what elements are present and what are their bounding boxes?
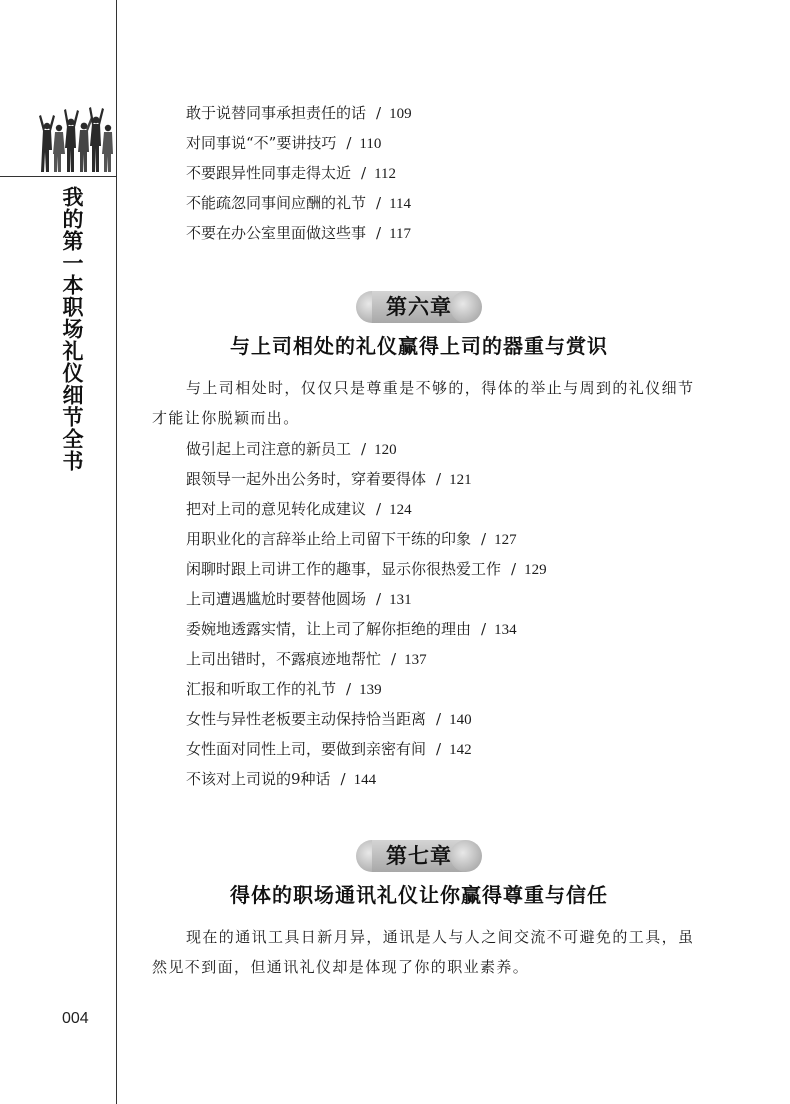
- toc-separator: /: [376, 590, 382, 608]
- toc-item[interactable]: [186, 674, 382, 704]
- toc-item[interactable]: [186, 764, 376, 794]
- toc-separator: /: [361, 440, 367, 458]
- toc-item[interactable]: [186, 218, 411, 248]
- toc-item-page: 134: [494, 622, 517, 638]
- chapter6-title: 与上司相处的礼仪赢得上司的器重与赏识: [230, 334, 608, 358]
- chapter7-intro: 现在的通讯工具日新月异，通讯是人与人之间交流不可避免的工具，虽然见不到面，但通讯礼仪却是体现了你的职业素养。: [152, 928, 695, 976]
- toc-item-title: 不该对上司说的9种话: [186, 770, 331, 788]
- toc-item[interactable]: [186, 158, 396, 188]
- toc-item-title: 做引起上司注意的新员工: [186, 440, 352, 458]
- chapter6-intro: 与上司相处时，仅仅只是尊重是不够的，得体的举止与周到的礼仪细节才能让你脱颖而出。: [152, 379, 695, 427]
- toc-item-page: 109: [389, 106, 412, 122]
- toc-item-title: 用职业化的言辞举止给上司留下干练的印象: [186, 530, 472, 548]
- toc-item-page: 117: [389, 226, 412, 242]
- toc-separator: /: [340, 770, 346, 788]
- toc-item-page: 137: [404, 652, 427, 668]
- chapter7-label: 第七章: [386, 844, 452, 868]
- sidebar-divider-vertical: [116, 0, 117, 1104]
- toc-item[interactable]: [186, 128, 381, 158]
- toc-separator: /: [436, 740, 442, 758]
- toc-item-title: 不要在办公室里面做这些事: [186, 224, 367, 242]
- toc-item-title: 对同事说“不”要讲技巧: [186, 134, 337, 152]
- chapter6-badge: [356, 291, 482, 323]
- toc-separator: /: [376, 104, 382, 122]
- toc-separator: /: [436, 470, 442, 488]
- toc-item-page: 114: [389, 196, 412, 212]
- toc-item-title: 汇报和听取工作的礼节: [186, 680, 337, 698]
- business-people-silhouette-icon: [38, 102, 114, 174]
- toc-item[interactable]: [186, 734, 472, 764]
- toc-item-title: 不能疏忽同事间应酬的礼节: [186, 194, 367, 212]
- toc-separator: /: [361, 164, 367, 182]
- toc-item-title: 跟领导一起外出公务时，穿着要得体: [186, 470, 427, 488]
- toc-separator: /: [481, 620, 487, 638]
- toc-separator: /: [481, 530, 487, 548]
- chapter7-badge: [356, 840, 482, 872]
- toc-item-title: 女性面对同性上司，要做到亲密有间: [186, 740, 427, 758]
- toc-item-page: 124: [389, 502, 412, 518]
- toc-separator: /: [346, 134, 352, 152]
- toc-item-page: 129: [524, 562, 547, 578]
- toc-item[interactable]: [186, 494, 412, 524]
- toc-item[interactable]: [186, 704, 472, 734]
- toc-separator: /: [346, 680, 352, 698]
- toc-item-page: 127: [494, 532, 517, 548]
- toc-item-page: 140: [449, 712, 472, 728]
- toc-item-page: 142: [449, 742, 472, 758]
- toc-item[interactable]: [186, 524, 517, 554]
- toc-item[interactable]: [186, 98, 412, 128]
- toc-item[interactable]: [186, 188, 411, 218]
- toc-separator: /: [376, 500, 382, 518]
- toc-item-page: 144: [353, 772, 377, 788]
- toc-item[interactable]: [186, 614, 517, 644]
- toc-item-title: 闲聊时跟上司讲工作的趣事，显示你很热爱工作: [186, 560, 502, 578]
- toc-item-page: 131: [389, 592, 412, 608]
- toc-item-title: 不要跟异性同事走得太近: [186, 164, 352, 182]
- toc-item-page: 112: [374, 166, 397, 182]
- chapter7-title: 得体的职场通讯礼仪让你赢得尊重与信任: [230, 883, 608, 907]
- book-title-vertical: 我的第一本职场礼仪细节全书: [60, 186, 84, 472]
- chapter6-label: 第六章: [386, 295, 452, 319]
- toc-separator: /: [511, 560, 517, 578]
- toc-item-page: 110: [359, 136, 382, 152]
- toc-item-title: 委婉地透露实情，让上司了解你拒绝的理由: [186, 620, 472, 638]
- toc-item-page: 139: [359, 682, 382, 698]
- page-number: 004: [62, 1010, 89, 1027]
- toc-item[interactable]: [186, 554, 547, 584]
- toc-item-page: 121: [449, 472, 472, 488]
- toc-item[interactable]: [186, 464, 472, 494]
- toc-separator: /: [391, 650, 397, 668]
- toc-item-title: 把对上司的意见转化成建议: [186, 500, 367, 518]
- toc-item-page: 120: [374, 442, 397, 458]
- toc-item[interactable]: [186, 584, 412, 614]
- toc-separator: /: [436, 710, 442, 728]
- sidebar-divider-horizontal: [0, 176, 116, 177]
- toc-item-title: 女性与异性老板要主动保持恰当距离: [186, 710, 427, 728]
- toc-separator: /: [376, 194, 382, 212]
- toc-item[interactable]: [186, 644, 427, 674]
- toc-item-title: 敢于说替同事承担责任的话: [186, 104, 367, 122]
- toc-item-title: 上司出错时，不露痕迹地帮忙: [186, 650, 382, 668]
- toc-item-title: 上司遭遇尴尬时要替他圆场: [186, 590, 367, 608]
- toc-item[interactable]: [186, 434, 397, 464]
- toc-separator: /: [376, 224, 382, 242]
